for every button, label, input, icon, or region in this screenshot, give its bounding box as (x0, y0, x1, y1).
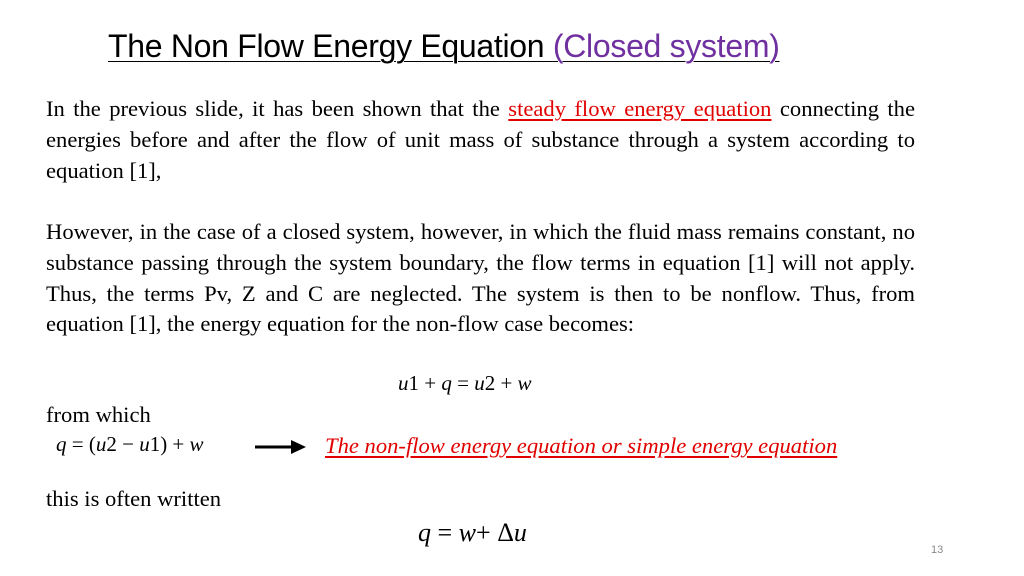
non-flow-energy-equation-label[interactable]: The non-flow energy equation or simple energy equation (325, 433, 838, 458)
eq3-w: w (458, 518, 477, 547)
paragraph1-after: connecting the energies before and after the flow of unit mass of substance through a system according to equation [1], (46, 96, 915, 183)
eq1-two: 2 (484, 371, 496, 395)
eq2-minus: − (116, 432, 140, 456)
page-number: 13 (931, 544, 944, 556)
eq2-open: = ( (66, 432, 96, 456)
eq1-u: u (398, 371, 409, 395)
eq1-equals: = (451, 371, 475, 395)
eq2-w: w (189, 432, 204, 456)
eq3-u: u (513, 518, 527, 547)
from-which-text: from which (46, 402, 151, 427)
paragraph-previous-slide (46, 94, 915, 186)
eq3-q: q (418, 518, 431, 547)
paragraph1-before: In the previous slide, it has been shown that the (46, 96, 509, 121)
paragraph-closed-system: However, in the case of a closed system, however, in which the fluid mass remains constant, no substance passing through the system boundary, the flow terms in equation [1] will not apply. Thus, the terms Pv, Z and C are neglected. The system is then to be nonflow. Thus, from equation [1], the energy equation for the non-flow case becomes: (46, 219, 915, 337)
eq1-plus: + (419, 371, 442, 395)
eq1-u2: u (474, 371, 485, 395)
often-written-text: this is often written (46, 486, 222, 511)
eq1-plus2: + (495, 371, 518, 395)
title-accent: (Closed system) (552, 28, 780, 64)
eq3-delta: Δ (497, 518, 514, 547)
eq2-one: 1 (149, 432, 161, 456)
title-main: The Non Flow Energy Equation (108, 28, 553, 64)
steady-flow-energy-equation-link[interactable]: steady flow energy equation (508, 96, 772, 121)
slide-title (108, 28, 780, 65)
eq2-u2: u (95, 432, 107, 456)
eq2-u1: u (139, 432, 150, 456)
eq2-q: q (56, 432, 67, 456)
equation-simple-energy (418, 518, 527, 548)
eq1-q: q (441, 371, 452, 395)
equation-energy-balance (398, 371, 532, 396)
eq1-one: 1 (408, 371, 419, 395)
eq2-two: 2 (106, 432, 117, 456)
eq3-equals: = (431, 518, 459, 547)
eq3-plus: + (476, 518, 498, 547)
equation-heat (56, 432, 204, 457)
eq2-close: ) + (160, 432, 190, 456)
right-arrow-icon (255, 437, 307, 457)
eq1-w: w (517, 371, 532, 395)
